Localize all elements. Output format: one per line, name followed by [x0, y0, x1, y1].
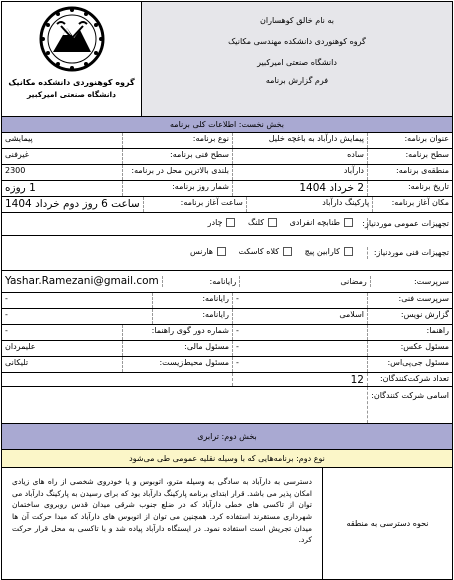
row-tech-equipment	[1, 236, 453, 271]
tech-leader-contact-label: رایانامه:	[152, 293, 232, 308]
checkbox-helmet[interactable]	[283, 247, 292, 256]
row-levels	[1, 149, 453, 165]
row-reporter	[1, 309, 453, 325]
row-gps-env	[1, 357, 453, 373]
checkbox-harness[interactable]	[217, 247, 226, 256]
reporter-label: گزارش نویس:	[367, 309, 452, 324]
option-screw-carabiner[interactable]: کارابین پیچ	[305, 247, 353, 256]
env-value: تلیکانی	[5, 358, 29, 367]
start-place-label: مکان آغاز برنامه:	[372, 197, 452, 212]
finance-label: مسئول مالی:	[122, 341, 232, 356]
program-level-value: ساده	[232, 149, 367, 164]
participants-names-label: اسامی شرکت کنندگان:	[367, 387, 452, 423]
start-place-value: پارکینگ دارآباد	[246, 197, 372, 212]
tech-leader-label: سرپرست فنی:	[367, 293, 452, 308]
row-general-equipment	[1, 213, 453, 236]
gps-label: مسئول جی‌پی‌اس:	[367, 357, 452, 372]
tech-leader-contact-value: -	[5, 294, 8, 303]
row-date-days	[1, 181, 453, 197]
participants-count-spacer	[2, 373, 232, 386]
general-equipment-label: تجهیزات عمومی موردنیاز:	[367, 218, 452, 229]
gps-value: -	[232, 357, 367, 372]
tech-level-value: غیرفنی	[5, 150, 29, 159]
header-line-4: فرم گزارش برنامه	[265, 75, 329, 85]
row-photo-finance	[1, 341, 453, 357]
header-line-2: گروه کوهنوردی دانشکده مهندسی مکانیک	[228, 37, 366, 47]
program-type-label: نوع برنامه:	[122, 133, 232, 148]
program-title-value: پیمایش دارآباد به باغچه خلیل	[232, 133, 367, 148]
checkbox-tent[interactable]	[226, 218, 235, 227]
participants-count-label: تعداد شرکت‌کنندگان:	[367, 373, 452, 386]
row-start	[1, 197, 453, 213]
row-access	[1, 468, 453, 580]
reporter-contact-label: رایانامه:	[152, 309, 232, 324]
program-level-label: سطح برنامه:	[367, 149, 452, 164]
date-label: تاریخ برنامه:	[367, 181, 452, 196]
reporter-contact-value: -	[5, 310, 8, 319]
photo-value: -	[232, 341, 367, 356]
max-height-value: 2300	[5, 166, 26, 175]
header-logo	[2, 2, 142, 116]
guide-label: راهنما:	[367, 325, 452, 340]
leader-value: رمضانی	[239, 276, 370, 287]
days-value: 1 روزه	[5, 182, 36, 194]
start-time-value: ساعت 6 روز دوم خرداد 1404	[5, 198, 140, 210]
row-region-height	[1, 165, 453, 181]
tech-level-label: سطح فنی برنامه:	[122, 149, 232, 164]
leader-contact-value: Yashar.Ramezani@gmail.com	[5, 275, 159, 288]
row-guide	[1, 325, 453, 341]
option-ice-axe[interactable]: کلنگ	[248, 218, 277, 227]
logo-text-2: دانشگاه صنعتی امیرکبیر	[27, 90, 116, 100]
section2-title: بخش دوم: ترابری	[1, 424, 453, 450]
tech-leader-value: -	[232, 293, 367, 308]
logo-text-1: گروه کوهنوردی دانشکده مکانیک	[8, 78, 135, 87]
general-equipment-options	[2, 217, 367, 230]
checkbox-personal-rope[interactable]	[344, 218, 353, 227]
header-titles	[142, 2, 452, 116]
start-time-label: ساعت آغاز برنامه:	[143, 197, 246, 212]
days-label: شمار روز برنامه:	[122, 181, 232, 196]
guide-phone-value: -	[5, 326, 8, 335]
header-line-1: به نام خالق کوهساران	[260, 16, 334, 25]
leader-label: سرپرست:	[370, 276, 452, 287]
header-line-3: دانشگاه صنعتی امیرکبیر	[257, 58, 337, 68]
participants-names-value	[2, 387, 367, 423]
tech-equipment-options	[2, 246, 367, 259]
access-label: نحوه دسترسی به منطقه	[322, 468, 452, 579]
row-participants-count	[1, 373, 453, 387]
photo-label: مسئول عکس:	[367, 341, 452, 356]
tech-equipment-label: تجهیزات فنی موردنیاز:	[367, 247, 452, 258]
row-participants-names	[1, 387, 453, 424]
row-leader	[1, 271, 453, 293]
env-label: مسئول محیط‌زیست:	[122, 357, 232, 372]
max-height-label: بلندی بالاترین محل در برنامه:	[122, 165, 232, 180]
report-form	[1, 1, 453, 545]
date-value: 2 خرداد 1404	[232, 181, 367, 196]
participants-count-value: 12	[232, 373, 367, 386]
finance-value: علیمردان	[5, 342, 36, 351]
region-value: دارآباد	[232, 165, 367, 180]
leader-contact-label: رایانامه:	[162, 276, 239, 287]
access-text: دسترسی به دارآباد به سادگی به وسیله مترو، اتوبوس و یا خودروی شخصی از راه های زیادی امکان پذیر می باشد. قرار ابتدای برنامه پارکینگ دارآباد بود که برای رسیدن به پارکینگ دارآباد می توان از تاکسی های خطی دارآباد که در ضلع جنوب شرقی میدان قدس روبروی ساختمان شهرداری مستقرند استفاده کرد. همچنین می توان از اتوبوس های دارآباد که مبدا حرکت آن ها میدان تجریش است استفاده نمود. در ایستگاه دارآباد پیاده شد و با تاکسی به محل قرار حرکت کرد.	[12, 477, 312, 545]
option-tent[interactable]: چادر	[208, 218, 236, 227]
option-personal-rope[interactable]: طنابچه انفرادی	[290, 218, 353, 227]
option-helmet[interactable]: کلاه کاسکت	[238, 247, 292, 256]
row-tech-leader	[1, 293, 453, 309]
guide-phone-label: شماره دور گوی راهنما:	[122, 325, 232, 340]
section2-subtitle: نوع دوم: برنامه‌هایی که با وسیله نقلیه عمومی طی می‌شود	[1, 450, 453, 468]
checkbox-ice-axe[interactable]	[268, 218, 277, 227]
guide-value: -	[232, 325, 367, 340]
region-label: منطقه‌ی برنامه:	[367, 165, 452, 180]
row-title-type	[1, 133, 453, 149]
form-header	[1, 1, 453, 117]
program-type-value: پیمایشی	[5, 134, 33, 143]
reporter-value: اسلامی	[232, 309, 367, 324]
checkbox-screw-carabiner[interactable]	[344, 247, 353, 256]
section1-title: بخش نخست: اطلاعات کلی برنامه	[1, 117, 453, 133]
option-harness[interactable]: هارنس	[190, 247, 226, 256]
program-title-label: عنوان برنامه:	[367, 133, 452, 148]
club-logo-icon	[39, 6, 105, 72]
